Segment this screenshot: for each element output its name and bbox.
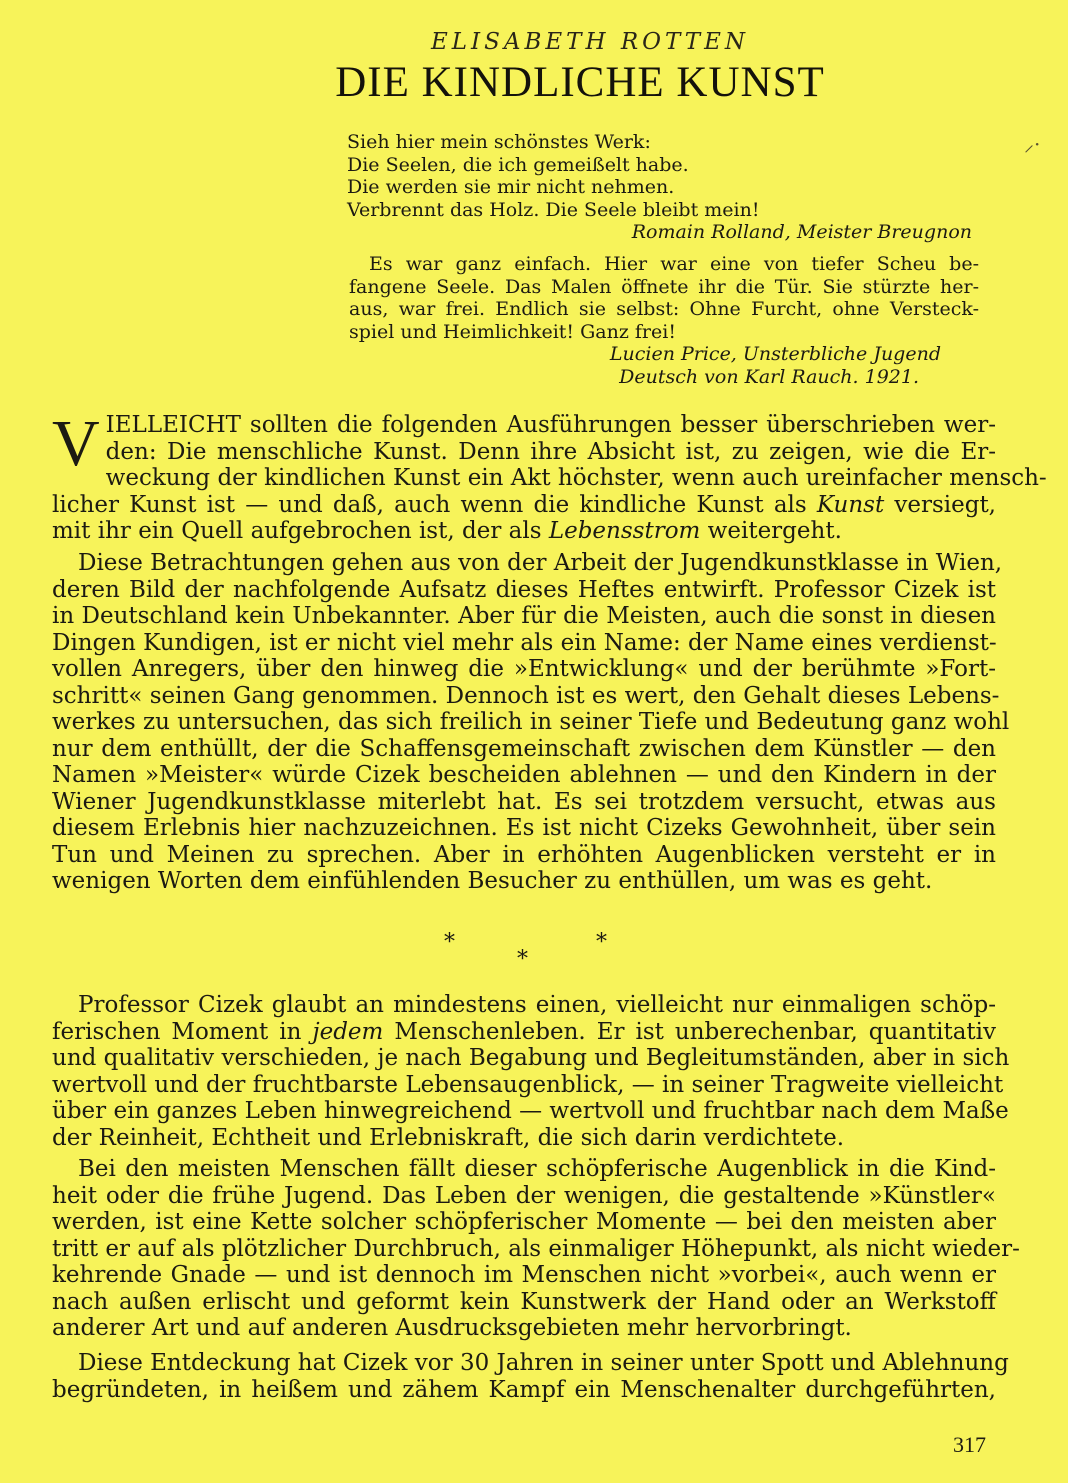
paragraph-moment — [52, 992, 1010, 1151]
paragraph-entdeckung — [52, 1350, 1009, 1403]
text-line — [52, 1019, 996, 1046]
epigraph-line: Die Seelen, die ich gemeißelt habe. — [347, 153, 689, 176]
text-line: begründeten, in heißem und zähem Kampf ein Menschenalter durchgeführten, — [52, 1376, 996, 1403]
emphasis: Lebensstrom — [548, 518, 701, 544]
text-fragment: licher Kunst ist — und daß, auch wenn die kindliche Kunst als — [52, 491, 817, 518]
text-line: der Reinheit, Echtheit und Erlebniskraft, die sich darin verdichtete. — [52, 1124, 845, 1151]
epigraph-rolland — [347, 131, 977, 244]
drop-cap: V — [52, 407, 100, 480]
paragraph-betrachtungen — [52, 550, 1010, 895]
epigraph-translator: Deutsch von Karl Rauch. 1921. — [619, 365, 919, 388]
page-number: 317 — [953, 1432, 986, 1457]
text-line: werkes zu untersuchen, das sich freilich in seiner Tiefe und Bedeutung ganz wohl — [52, 709, 1010, 735]
text-line: Wiener Jugendkunstklasse miterlebt hat. Es sei trotzdem versucht, etwas aus — [52, 788, 996, 815]
asterisk: * — [596, 930, 607, 955]
text-line: IELLEICHT sollten die folgenden Ausführungen besser überschrieben wer- — [105, 412, 996, 438]
text-line: schritt« seinen Gang genommen. Dennoch ist es wert, den Gehalt dieses Lebens- — [52, 682, 1000, 709]
text-line: Diese Betrachtungen gehen aus von der Arbeit der Jugendkunstklasse in Wien, — [78, 550, 1003, 576]
margin-mark: ⸝· — [1024, 132, 1041, 156]
text-line: deren Bild der nachfolgende Aufsatz dieses Heftes entwirft. Professor Cizek ist — [52, 576, 996, 603]
text-line: Tun und Meinen zu sprechen. Aber in erhöhten Augenblicken versteht er in — [52, 841, 996, 868]
text-line — [52, 518, 996, 545]
text-line: weckung der kindlichen Kunst ein Akt höchster, wenn auch ureinfacher mensch- — [105, 465, 1047, 491]
paragraph-intro — [52, 407, 1047, 545]
text-fragment: weitergeht. — [700, 518, 842, 544]
text-line: in Deutschland kein Unbekannter. Aber für die Meisten, auch die sonst in diesen — [52, 603, 996, 629]
epigraph-line: Verbrennt das Holz. Die Seele bleibt mein! — [347, 198, 760, 221]
text-line: heit oder die frühe Jugend. Das Leben der wenigen, die gestaltende »Künstler« — [52, 1182, 996, 1209]
text-line: Dingen Kundigen, ist er nicht viel mehr als ein Name: der Name eines verdienst- — [52, 629, 997, 656]
epigraph-line: aus, war frei. Endlich sie selbst: Ohne Furcht, ohne Versteck- — [349, 298, 979, 320]
text-line: wenigen Worten dem einfühlenden Besucher zu enthüllen, um was es geht. — [52, 868, 933, 894]
epigraph-attribution: Lucien Price, Unsterbliche Jugend — [609, 343, 941, 365]
text-line: und qualitativ verschieden, je nach Begabung und Begleitumständen, aber in sich — [52, 1045, 1010, 1071]
text-line: kehrende Gnade — und ist dennoch im Menschen nicht »vorbei«, auch wenn er — [52, 1262, 996, 1288]
epigraph-line: Sieh hier mein schönstes Werk: — [347, 131, 651, 153]
asterisk: * — [517, 947, 528, 972]
text-line: nach außen erlischt und geformt kein Kunstwerk der Hand oder an Werkstoff — [52, 1288, 996, 1315]
text-line: werden, ist eine Kette solcher schöpferischer Momente — bei den meisten aber — [52, 1209, 996, 1235]
asterisk: * — [444, 930, 455, 955]
text-line: anderer Art und auf anderen Ausdrucksgebieten mehr hervorbringt. — [52, 1315, 852, 1341]
author-name: ELISABETH ROTTEN — [430, 29, 750, 55]
text-line: vollen Anregers, über den hinweg die »Entwicklung« und der berühmte »Fort- — [52, 656, 996, 682]
text-line: Namen »Meister« würde Cizek bescheiden ablehnen — und den Kindern in der — [52, 762, 996, 788]
emphasis: jedem — [312, 1018, 384, 1045]
text-line: über ein ganzes Leben hinwegreichend — wertvoll und fruchtbar nach dem Maße — [52, 1098, 1009, 1124]
epigraph-attribution: Romain Rolland, Meister Breugnon — [631, 221, 972, 243]
paragraph-menschen — [52, 1156, 1020, 1342]
epigraph-line: spiel und Heimlichkeit! Ganz frei! — [349, 320, 676, 343]
text-fragment: mit ihr ein Quell aufgebrochen ist, der als — [52, 518, 549, 544]
text-line: diesem Erlebnis hier nachzuzeichnen. Es ist nicht Cizeks Gewohnheit, über sein — [52, 815, 996, 841]
epigraph-line: fangene Seele. Das Malen öffnete ihr die Tür. Sie stürzte her- — [349, 275, 979, 298]
emphasis: Kunst — [816, 491, 885, 518]
epigraph-line: Es war ganz einfach. Hier war eine von tiefer Scheu be- — [369, 253, 979, 275]
text-line: wertvoll und der fruchtbarste Lebensaugenblick, — in seiner Tragweite vielleicht — [52, 1071, 1004, 1098]
epigraph-price — [349, 253, 979, 388]
epigraph-line: Die werden sie mir nicht nehmen. — [347, 176, 675, 198]
text-line: Bei den meisten Menschen fällt dieser schöpferische Augenblick in die Kind- — [78, 1156, 996, 1182]
article-title: DIE KINDLICHE KUNST — [335, 59, 825, 106]
text-line: den: Die menschliche Kunst. Denn ihre Absicht ist, zu zeigen, wie die Er- — [105, 438, 996, 465]
section-separator — [0, 932, 1068, 972]
text-fragment: versiegt, — [884, 491, 996, 518]
text-fragment: Menschenleben. Er ist unberechenbar, quantitativ — [383, 1018, 997, 1045]
text-line: Diese Entdeckung hat Cizek vor 30 Jahren in seiner unter Spott und Ablehnung — [78, 1350, 1009, 1376]
text-fragment: ferischen Moment in — [52, 1018, 313, 1045]
text-line: nur dem enthüllt, der die Schaffensgemeinschaft zwischen dem Künstler — den — [52, 735, 996, 762]
text-line: tritt er auf als plötzlicher Durchbruch, als einmaliger Höhepunkt, als nicht wieder- — [52, 1235, 1020, 1262]
text-line: Professor Cizek glaubt an mindestens einen, vielleicht nur einmaligen schöp- — [78, 992, 996, 1018]
text-line — [52, 492, 996, 519]
